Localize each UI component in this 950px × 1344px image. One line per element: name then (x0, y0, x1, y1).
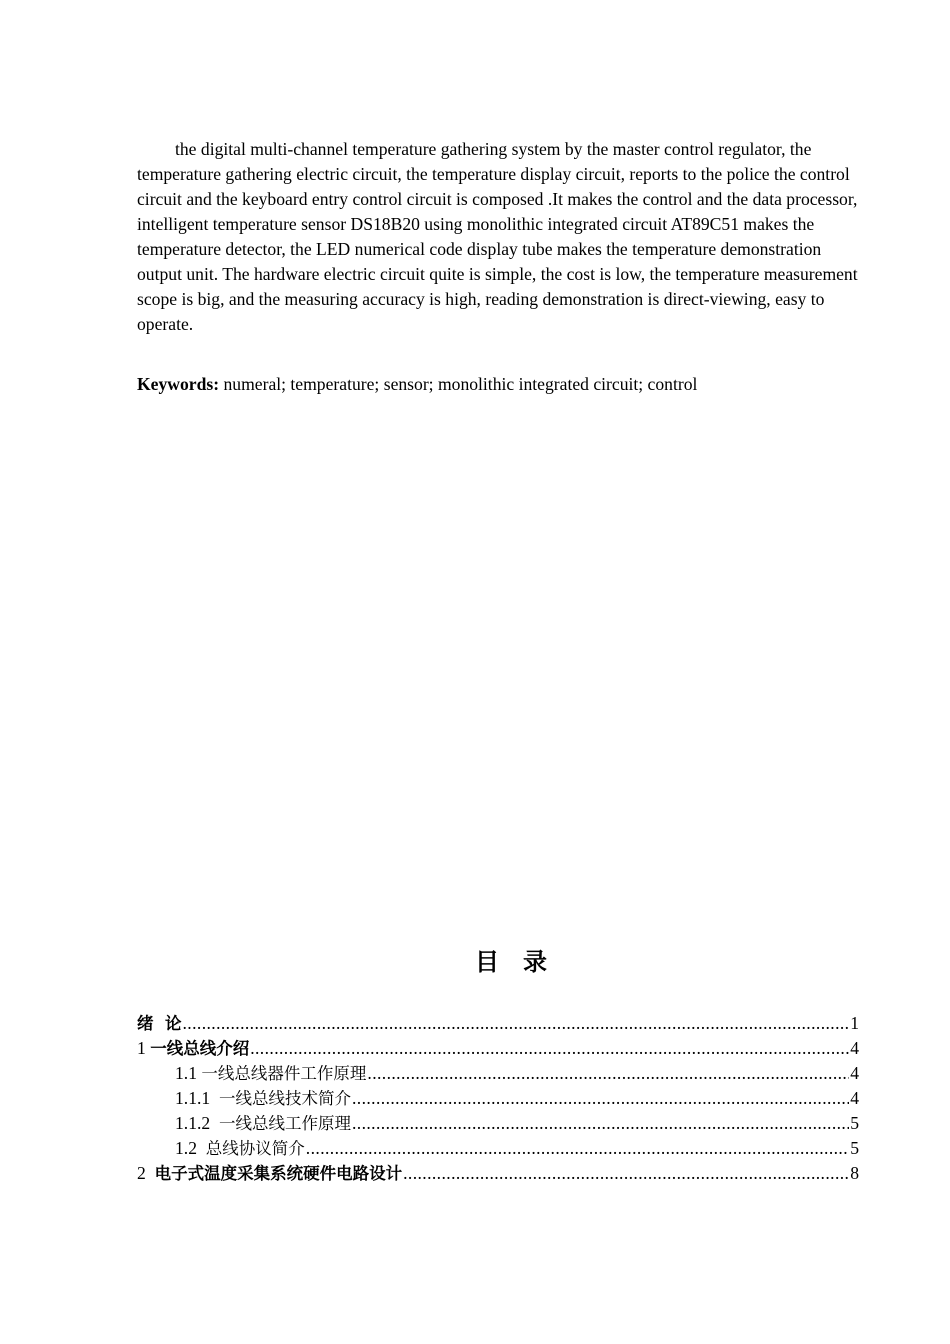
toc-leader-dots (183, 1011, 850, 1036)
table-of-contents (137, 1011, 859, 1186)
toc-entry-section-1-1[interactable] (137, 1061, 859, 1086)
toc-entry-section-1-1-1[interactable] (137, 1086, 859, 1111)
toc-page-number: 5 (850, 1138, 859, 1158)
toc-page-number: 5 (850, 1113, 859, 1133)
toc-entry-number: 1.1.2 (175, 1113, 219, 1133)
abstract-paragraph: the digital multi-channel temperature gathering system by the master control regulator, the temperature gathering electric circuit, the temperature display circuit, reports to the police the control circuit and the keyboard entry control circuit is composed .It makes the control and the data processor, intelligent temperature sensor DS18B20 using monolithic integrated circuit AT89C51 makes the temperature detector, the LED numerical code display tube makes the temperature demonstration output unit. The hardware electric circuit quite is simple, the cost is low, the temperature measurement scope is big, and the measuring accuracy is high, reading demonstration is direct-viewing, easy to operate. (137, 139, 858, 334)
toc-entry-number: 1.2 (175, 1138, 206, 1158)
keywords-text: numeral; temperature; sensor; monolithic integrated circuit; control (219, 374, 698, 394)
toc-entry-section-1-2[interactable] (137, 1136, 859, 1161)
toc-entry-label: 电子式温度采集系统硬件电路设计 (154, 1164, 403, 1183)
toc-entry-label: 一线总线器件工作原理 (201, 1064, 367, 1083)
toc-leader-dots (306, 1136, 849, 1161)
toc-entry-label: 一线总线工作原理 (218, 1114, 351, 1133)
toc-entry-introduction[interactable] (137, 1011, 859, 1036)
toc-page-number: 4 (850, 1088, 859, 1108)
keywords-line (137, 372, 859, 397)
toc-entry-label: 一线总线技术简介 (218, 1089, 351, 1108)
toc-entry-number: 1.1.1 (175, 1088, 219, 1108)
toc-page-number: 8 (850, 1163, 859, 1183)
keywords-label: Keywords: (137, 374, 220, 394)
toc-leader-dots (250, 1036, 849, 1061)
toc-page-number: 4 (850, 1063, 859, 1083)
toc-entry-number: 2 (137, 1163, 155, 1183)
toc-leader-dots (403, 1161, 849, 1186)
toc-leader-dots (352, 1086, 849, 1111)
toc-entry-section-1-1-2[interactable] (137, 1111, 859, 1136)
toc-entry-label: 绪 论 (137, 1014, 182, 1033)
toc-entry-label: 一线总线介绍 (150, 1039, 250, 1058)
toc-title: 目录 (475, 948, 571, 976)
toc-entry-number: 1.1 (175, 1063, 202, 1083)
toc-entry-number: 1 (137, 1038, 151, 1058)
toc-page-number: 1 (850, 1013, 859, 1033)
toc-leader-dots (352, 1111, 849, 1136)
toc-entry-label: 总线协议简介 (205, 1139, 305, 1158)
toc-leader-dots (367, 1061, 849, 1086)
toc-page-number: 4 (850, 1038, 859, 1058)
toc-entry-chapter-1[interactable] (137, 1036, 859, 1061)
toc-entry-chapter-2[interactable] (137, 1161, 859, 1186)
